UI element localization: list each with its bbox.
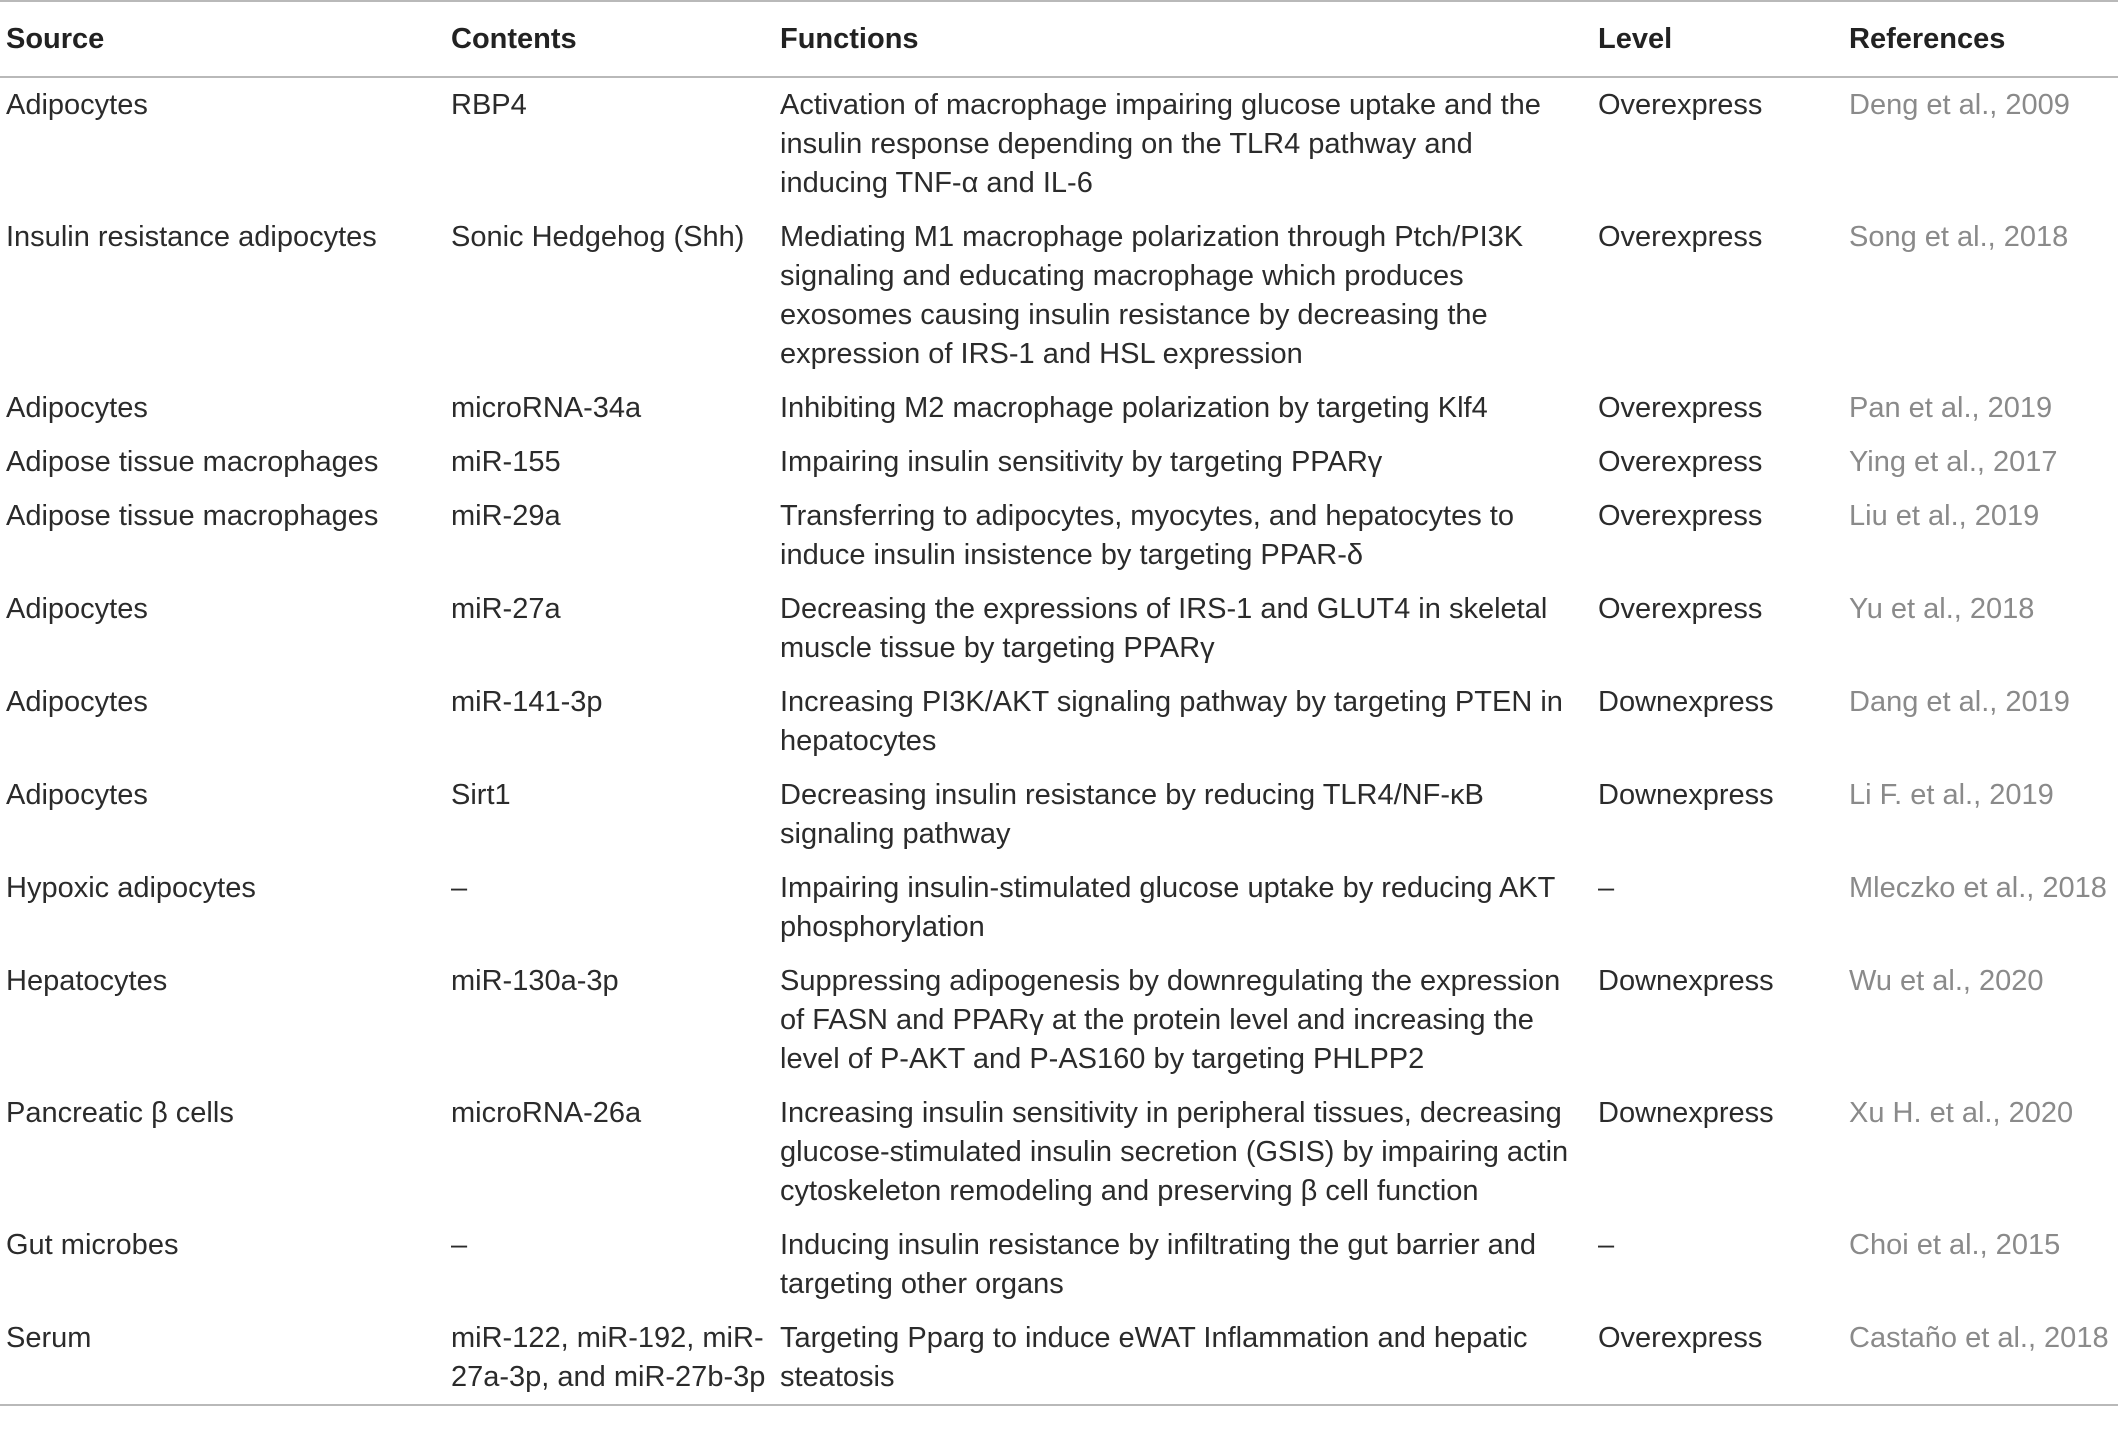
cell-source: Adipocytes: [6, 686, 148, 718]
cell-level: Overexpress: [1598, 392, 1763, 424]
header-contents: Contents: [451, 22, 577, 55]
header-source: Source: [6, 22, 105, 55]
table-row: [0, 1218, 2118, 1311]
table-row: [0, 77, 2118, 210]
header-level: Level: [1598, 22, 1673, 55]
cell-level: Downexpress: [1598, 1097, 1774, 1129]
cell-functions: Increasing PI3K/AKT signaling pathway by targeting PTEN in hepatocytes: [780, 686, 1563, 757]
cell-functions: Inducing insulin resistance by infiltrating the gut barrier and targeting other organs: [780, 1229, 1537, 1300]
table-row: [0, 435, 2118, 489]
cell-reference-link[interactable]: Pan et al., 2019: [1849, 392, 2053, 424]
cell-source: Serum: [6, 1322, 92, 1354]
cell-contents: microRNA-26a: [451, 1097, 642, 1129]
cell-functions: Activation of macrophage impairing glucose uptake and the insulin response depending on the TLR4 pathway and inducing TNF-α and IL-6: [780, 89, 1541, 199]
cell-functions: Suppressing adipogenesis by downregulating the expression of FASN and PPARγ at the protein level and increasing the level of P-AKT and P-AS160 by targeting PHLPP2: [780, 965, 1561, 1075]
cell-source: Hepatocytes: [6, 965, 168, 997]
cell-functions: Transferring to adipocytes, myocytes, and hepatocytes to induce insulin insistence by targeting PPAR-δ: [780, 500, 1514, 571]
cell-contents: –: [451, 872, 468, 904]
cell-source: Insulin resistance adipocytes: [6, 221, 377, 253]
cell-level: Overexpress: [1598, 446, 1763, 478]
cell-contents: miR-155: [451, 446, 561, 478]
table-row: [0, 954, 2118, 1086]
cell-functions: Mediating M1 macrophage polarization through Ptch/PI3K signaling and educating macrophage which produces exosomes causing insulin resistance by decreasing the expression of IRS-1 and HSL expression: [780, 221, 1524, 370]
cell-contents: miR-130a-3p: [451, 965, 619, 997]
cell-contents: miR-122, miR-192, miR-27a-3p, and miR-27b-3p: [451, 1322, 766, 1393]
cell-functions: Increasing insulin sensitivity in peripheral tissues, decreasing glucose-stimulated insulin secretion (GSIS) by impairing actin cytoskeleton remodeling and preserving β cell function: [780, 1097, 1569, 1207]
table-row: [0, 861, 2118, 954]
header-row: [0, 1, 2118, 77]
table-row: [0, 210, 2118, 381]
header-references: References: [1849, 22, 2006, 55]
cell-functions: Decreasing the expressions of IRS-1 and GLUT4 in skeletal muscle tissue by targeting PPARγ: [780, 593, 1548, 664]
cell-functions: Inhibiting M2 macrophage polarization by targeting Klf4: [780, 392, 1488, 424]
cell-source: Adipose tissue macrophages: [6, 446, 379, 478]
table-header: [0, 1, 2118, 77]
header-functions: Functions: [780, 22, 919, 55]
cell-source: Adipocytes: [6, 392, 148, 424]
cell-level: –: [1598, 1229, 1615, 1261]
cell-source: Adipose tissue macrophages: [6, 500, 379, 532]
cell-reference-link[interactable]: Wu et al., 2020: [1849, 965, 2044, 997]
cell-functions: Impairing insulin sensitivity by targeting PPARγ: [780, 446, 1383, 478]
cell-reference-link[interactable]: Yu et al., 2018: [1849, 593, 2035, 625]
table-row: [0, 381, 2118, 435]
table-body: [0, 77, 2118, 1405]
table-row: [0, 489, 2118, 582]
cell-reference-link[interactable]: Ying et al., 2017: [1849, 446, 2058, 478]
cell-reference-link[interactable]: Castaño et al., 2018: [1849, 1322, 2109, 1354]
table-row: [0, 675, 2118, 768]
cell-source: Gut microbes: [6, 1229, 179, 1261]
cell-contents: Sirt1: [451, 779, 511, 811]
cell-contents: miR-29a: [451, 500, 561, 532]
cell-source: Adipocytes: [6, 779, 148, 811]
cell-functions: Impairing insulin-stimulated glucose uptake by reducing AKT phosphorylation: [780, 872, 1555, 943]
cell-reference-link[interactable]: Deng et al., 2009: [1849, 89, 2070, 121]
cell-level: Downexpress: [1598, 779, 1774, 811]
cell-level: –: [1598, 872, 1615, 904]
cell-functions: Targeting Pparg to induce eWAT Inflammation and hepatic steatosis: [780, 1322, 1528, 1393]
cell-level: Overexpress: [1598, 1322, 1763, 1354]
table-row: [0, 582, 2118, 675]
cell-reference-link[interactable]: Liu et al., 2019: [1849, 500, 2040, 532]
cell-level: Overexpress: [1598, 500, 1763, 532]
cell-functions: Decreasing insulin resistance by reducing TLR4/NF-κB signaling pathway: [780, 779, 1484, 850]
cell-contents: Sonic Hedgehog (Shh): [451, 221, 745, 253]
cell-reference-link[interactable]: Xu H. et al., 2020: [1849, 1097, 2074, 1129]
cell-contents: miR-27a: [451, 593, 561, 625]
cell-source: Hypoxic adipocytes: [6, 872, 256, 904]
table-row: [0, 768, 2118, 861]
cell-reference-link[interactable]: Li F. et al., 2019: [1849, 779, 2054, 811]
cell-contents: RBP4: [451, 89, 527, 121]
cell-level: Downexpress: [1598, 965, 1774, 997]
table-row: [0, 1086, 2118, 1218]
cell-reference-link[interactable]: Dang et al., 2019: [1849, 686, 2070, 718]
cell-source: Pancreatic β cells: [6, 1097, 234, 1129]
cell-level: Overexpress: [1598, 89, 1763, 121]
cell-contents: –: [451, 1229, 468, 1261]
cell-source: Adipocytes: [6, 89, 148, 121]
cell-reference-link[interactable]: Mleczko et al., 2018: [1849, 872, 2107, 904]
cell-reference-link[interactable]: Choi et al., 2015: [1849, 1229, 2061, 1261]
cell-level: Overexpress: [1598, 593, 1763, 625]
cell-level: Downexpress: [1598, 686, 1774, 718]
cell-contents: miR-141-3p: [451, 686, 603, 718]
table-row: [0, 1311, 2118, 1405]
cell-source: Adipocytes: [6, 593, 148, 625]
cell-reference-link[interactable]: Song et al., 2018: [1849, 221, 2069, 253]
cell-contents: microRNA-34a: [451, 392, 642, 424]
cell-level: Overexpress: [1598, 221, 1763, 253]
